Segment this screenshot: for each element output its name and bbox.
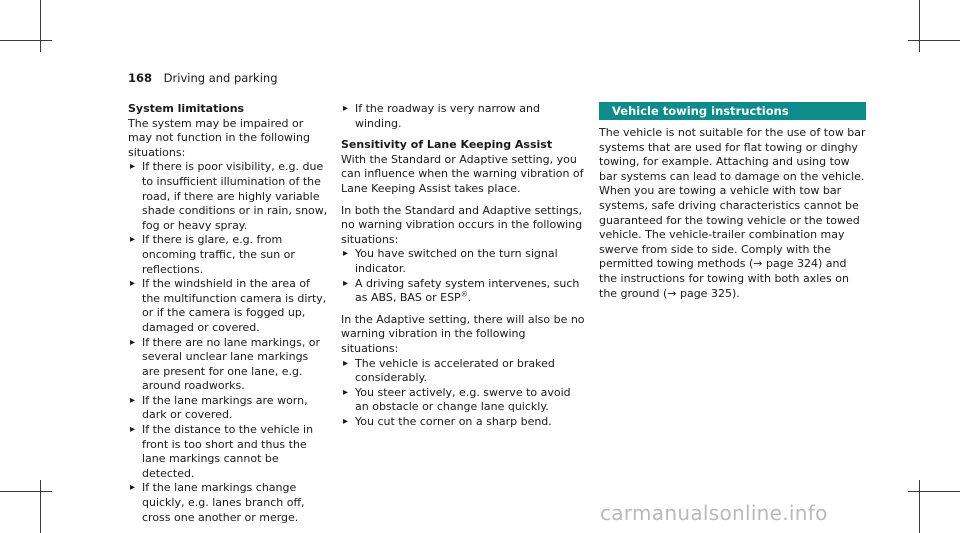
watermark: carmanualsonline.info bbox=[600, 501, 828, 525]
limitations-list bbox=[128, 160, 328, 525]
paragraph-text: ). bbox=[731, 286, 740, 300]
adaptive-list bbox=[341, 357, 586, 430]
list-item-end: . bbox=[467, 291, 472, 305]
crop-mark bbox=[908, 40, 960, 41]
list-item-text: A driving safety system intervenes, such as ABS, BAS or ESP bbox=[355, 276, 580, 305]
list-item: ▸ If the distance to the vehicle in front is too short and thus the lane markings cannot be detected. bbox=[128, 423, 328, 481]
list-item: ▸ If there is glare, e.g. from oncoming traffic, the sun or reflections. bbox=[128, 233, 328, 277]
column-sensitivity bbox=[341, 102, 586, 429]
crop-mark bbox=[40, 0, 41, 52]
crop-mark bbox=[40, 480, 41, 533]
no-vibration-list bbox=[341, 247, 586, 305]
heading-sensitivity: Sensitivity of Lane Keeping Assist bbox=[341, 138, 553, 152]
column-system-limitations bbox=[128, 102, 328, 525]
crop-mark bbox=[0, 40, 52, 41]
page-reference-link[interactable]: → page 325 bbox=[667, 286, 732, 300]
list-item: ▸ The vehicle is accelerated or braked considerably. bbox=[341, 357, 586, 386]
page-reference-link[interactable]: → page 324 bbox=[753, 257, 818, 271]
crop-mark bbox=[0, 491, 52, 492]
crop-mark bbox=[919, 0, 920, 52]
crop-mark bbox=[908, 491, 960, 492]
list-item: ▸ You steer actively, e.g. swerve to avoid an obstacle or change lane quickly. bbox=[341, 386, 586, 415]
list-item: ▸ If there are no lane markings, or several unclear lane markings are present for one lane, e.g. around roadworks. bbox=[128, 336, 328, 394]
list-item: ▸ You have switched on the turn signal indicator. bbox=[341, 247, 586, 276]
heading-system-limitations: System limitations bbox=[128, 102, 245, 115]
paragraph-text: ) and the instructions for towing with both axles on the ground ( bbox=[599, 257, 849, 300]
list-item: ▸ If the lane markings change quickly, e.g. lanes branch off, cross one another or merge. bbox=[128, 481, 328, 525]
list-item: ▸ If the windshield in the area of the multifunction camera is dirty, or if the camera is fogged up, damaged or covered. bbox=[128, 277, 328, 335]
list-item bbox=[341, 277, 586, 306]
paragraph-text: The vehicle is not suitable for the use of tow bar systems that are used for flat towing or dinghy towing, for example. Attaching and using tow bar systems can lead to damage on the vehicle. When you are towing a vehicle with tow bar systems, safe driving characteristics cannot be guaranteed for the towing vehicle or the towed vehicle. The vehicle-trailer combination may swerve from side to side. Comply with the permitted towing methods ( bbox=[599, 126, 866, 271]
roadway-list bbox=[341, 102, 586, 131]
intro-text: The system may be impaired or may not function in the following situations: bbox=[128, 116, 310, 159]
section-banner: Vehicle towing instructions bbox=[599, 102, 866, 120]
page-number: 168 bbox=[128, 71, 153, 85]
crop-mark bbox=[919, 480, 920, 533]
page-header bbox=[128, 71, 278, 85]
column-towing bbox=[599, 102, 866, 301]
registered-mark: ® bbox=[460, 290, 468, 299]
section-title: Driving and parking bbox=[163, 71, 278, 85]
list-item: ▸ If there is poor visibility, e.g. due to insufficient illumination of the road, if there are highly variable shade conditions or in rain, snow, fog or heavy spray. bbox=[128, 160, 328, 233]
towing-paragraph bbox=[599, 126, 866, 301]
list-item: ▸ You cut the corner on a sharp bend. bbox=[341, 415, 586, 430]
paragraph: In the Adaptive setting, there will also be no warning vibration in the following situations: bbox=[341, 312, 585, 355]
paragraph: With the Standard or Adaptive setting, you can influence when the warning vibration of Lane Keeping Assist takes place. bbox=[341, 152, 584, 195]
paragraph: In both the Standard and Adaptive settings, no warning vibration occurs in the following situations: bbox=[341, 203, 583, 246]
list-item: ▸ If the roadway is very narrow and winding. bbox=[341, 102, 586, 131]
list-item: ▸ If the lane markings are worn, dark or covered. bbox=[128, 394, 328, 423]
